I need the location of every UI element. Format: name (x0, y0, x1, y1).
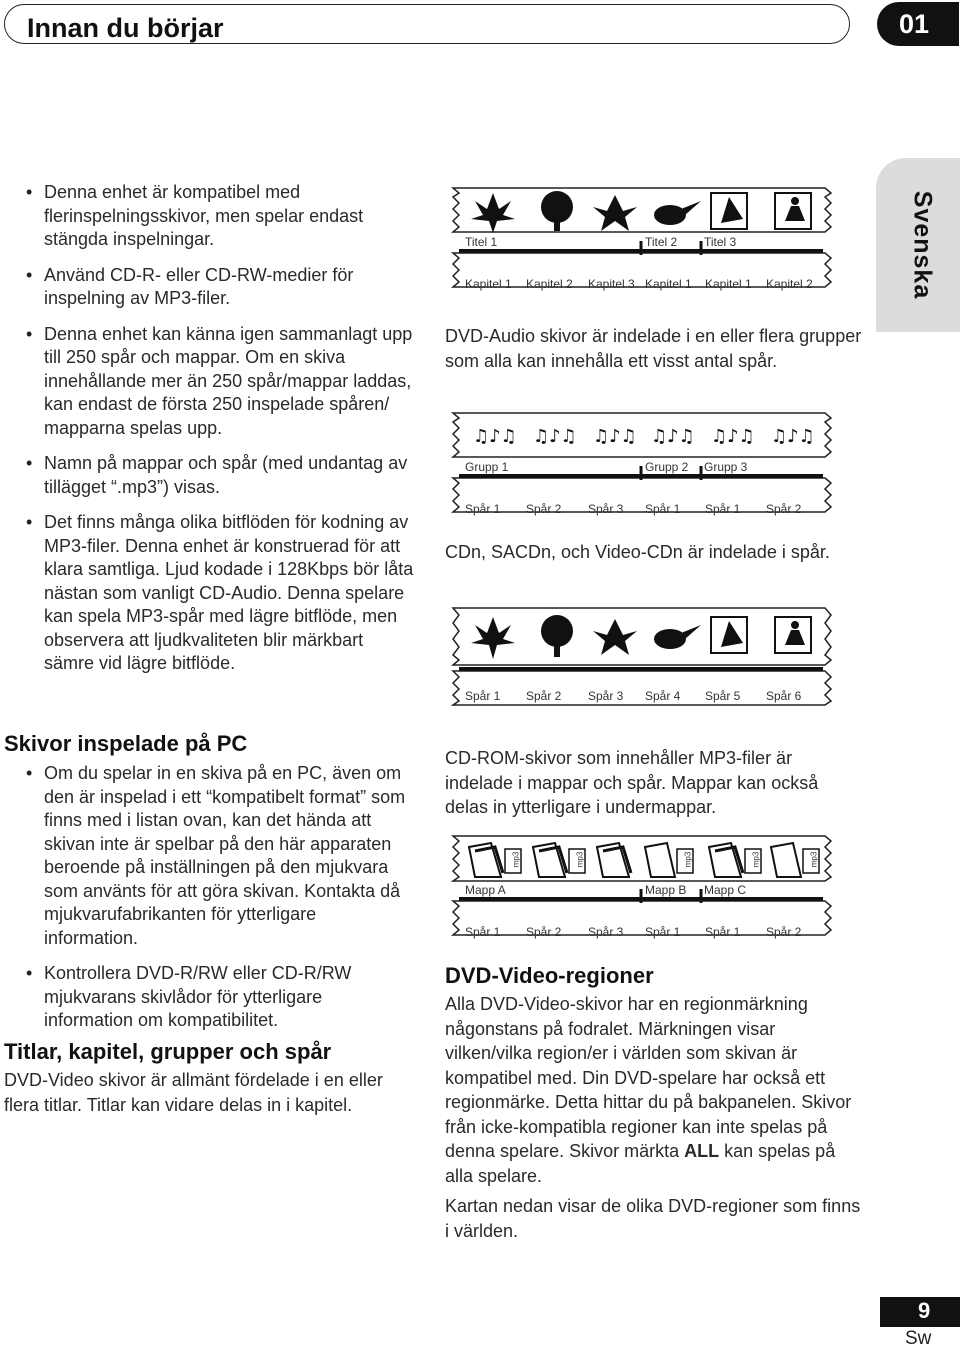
item-label: Spår 2 (526, 925, 562, 939)
titles-section (4, 1038, 414, 1117)
music-note-icon (473, 426, 517, 447)
dvd-structure-diagram (445, 185, 865, 295)
cdrom-description: CD-ROM-skivor som innehåller MP3-filer är indelade i mappar och spår. Mappar kan också delas in ytterligare i undermappar. (445, 748, 819, 817)
group-label: Grupp 3 (704, 460, 748, 474)
language-tab (876, 158, 960, 332)
item-label: Spår 1 (465, 925, 501, 939)
item-label: Kapitel 2 (526, 277, 573, 291)
item-label: Kapitel 1 (465, 277, 512, 291)
item-label: Spår 5 (705, 689, 741, 703)
item-label: Spår 1 (645, 925, 681, 939)
page-title: Innan du börjar (27, 13, 224, 43)
group-label: Titel 1 (465, 235, 498, 249)
mp3-label: mp3 (575, 851, 585, 868)
intro-bullet-list (4, 181, 414, 676)
music-note-icon (711, 426, 755, 447)
pc-bullet-list (4, 762, 414, 1033)
svg-text:♫♪♫: ♫♪♫ (651, 426, 695, 447)
regions-body-text: Alla DVD-Video-skivor har en regionmärkning någonstans på fodralet. Märkningen visar vilken/vilka region/er i världen som skivan är kompatibel med. Din DVD-spelare har också ett regionmärke. Detta hittar du på bakpanelen. Skivor från icke-kompatibla regioner kan inte spelas på denna spelare. Skivor märkta (445, 994, 852, 1161)
mp3-label: mp3 (511, 851, 521, 868)
section-heading: DVD-Video-regioner (445, 963, 654, 988)
mp3-structure-diagram (445, 833, 865, 943)
dvd-audio-description: DVD-Audio skivor är indelade i en eller flera grupper som alla kan innehålla ett visst antal spår. (445, 326, 862, 371)
item-label: Spår 2 (766, 925, 802, 939)
regions-body-bold: ALL (684, 1141, 720, 1161)
item-label: Spår 2 (526, 502, 562, 516)
item-label: Spår 3 (588, 689, 624, 703)
item-label: Kapitel 2 (766, 277, 813, 291)
cd-structure-diagram (445, 605, 865, 710)
mp3-label: mp3 (751, 851, 761, 868)
music-note-icon (651, 426, 695, 447)
group-label: Mapp A (465, 883, 506, 897)
header-bar (4, 4, 850, 44)
section-body (445, 992, 865, 1188)
list-item: • Namn på mappar och spår (med undantag av tillägget “.mp3”) visas. (4, 452, 414, 499)
group-label: Mapp C (704, 883, 747, 897)
mp3-label: mp3 (809, 851, 819, 868)
section-heading: Skivor inspelade på PC (4, 731, 248, 756)
item-label: Kapitel 1 (645, 277, 692, 291)
item-label: Spår 4 (645, 689, 681, 703)
list-item: • Använd CD-R- eller CD-RW-medier för inspelning av MP3-filer. (4, 264, 414, 311)
item-label: Spår 1 (645, 502, 681, 516)
dvd-audio-diagram (445, 410, 865, 520)
svg-text:♫♪♫: ♫♪♫ (533, 426, 577, 447)
item-label: Spår 1 (465, 689, 501, 703)
section-body: DVD-Video skivor är allmänt fördelade i en eller flera titlar. Titlar kan vidare delas in i kapitel. (4, 1070, 383, 1115)
item-label: Kapitel 3 (588, 277, 635, 291)
regions-section (445, 962, 865, 1243)
intro-section (4, 181, 414, 688)
page-number: 9 (880, 1297, 960, 1327)
list-item: • Det finns många olika bitflöden för kodning av MP3-filer. Denna enhet är konstruerad för att klara samtliga. Ljud kodade i 128Kbps bör låta nästan som vanligt CD-Audio. Denna spelare kan spela MP3-spår med lägre bitflöde, men observera att ljudkvaliteten blir märkbart sämre vid lägre bitflöde. (4, 511, 414, 676)
item-label: Spår 3 (588, 925, 624, 939)
regions-body-text-end: kan spelas på alla spelare. (445, 1141, 836, 1186)
pc-section (4, 730, 414, 1045)
svg-text:♫♪♫: ♫♪♫ (711, 426, 755, 447)
list-item: • Denna enhet kan känna igen sammanlagt upp till 250 spår och mappar. Om en skiva innehållande mer än 250 spår/mappar laddas, kan endast de första 250 inspelade spåren/ mapparna spelas upp. (4, 323, 414, 441)
svg-text:♫♪♫: ♫♪♫ (771, 426, 815, 447)
page-language-suffix: Sw (905, 1328, 932, 1349)
music-note-icon (533, 426, 577, 447)
item-label: Kapitel 1 (705, 277, 752, 291)
item-label: Spår 1 (705, 925, 741, 939)
item-label: Spår 6 (766, 689, 802, 703)
item-label: Spår 1 (705, 502, 741, 516)
group-label: Mapp B (645, 883, 687, 897)
group-label: Titel 2 (645, 235, 678, 249)
list-item: • Kontrollera DVD-R/RW eller CD-R/RW mjukvarans skivlådor för ytterligare information om kompatibilitet. (4, 962, 414, 1033)
section-body-2: Kartan nedan visar de olika DVD-regioner som finns i världen. (445, 1196, 861, 1241)
list-item: • Om du spelar in en skiva på en PC, även om den är inspelad i ett “kompatibelt format” som finns med i listan ovan, kan det hända att skivan inte är spelbar på den här apparaten beroende på inställningen på den mjukvara som använts för att göra skivan. Kontakta då mjukvarufabrikanten för ytterligare information. (4, 762, 414, 950)
mp3-label: mp3 (683, 851, 693, 868)
group-label: Titel 3 (704, 235, 737, 249)
item-label: Spår 2 (526, 689, 562, 703)
svg-text:♫♪♫: ♫♪♫ (593, 426, 637, 447)
music-note-icon (771, 426, 815, 447)
item-label: Spår 1 (465, 502, 501, 516)
section-heading: Titlar, kapitel, grupper och spår (4, 1039, 332, 1064)
music-note-icon (593, 426, 637, 447)
list-item: • Denna enhet är kompatibel med flerinspelningsskivor, men spelar endast stängda inspelningar. (4, 181, 414, 252)
group-label: Grupp 2 (645, 460, 689, 474)
group-label: Grupp 1 (465, 460, 509, 474)
item-label: Spår 2 (766, 502, 802, 516)
svg-text:♫♪♫: ♫♪♫ (473, 426, 517, 447)
item-label: Spår 3 (588, 502, 624, 516)
cd-description: CDn, SACDn, och Video-CDn är indelade i spår. (445, 542, 830, 562)
language-tab-label: Svenska (908, 190, 937, 300)
chapter-badge: 01 (877, 2, 959, 46)
